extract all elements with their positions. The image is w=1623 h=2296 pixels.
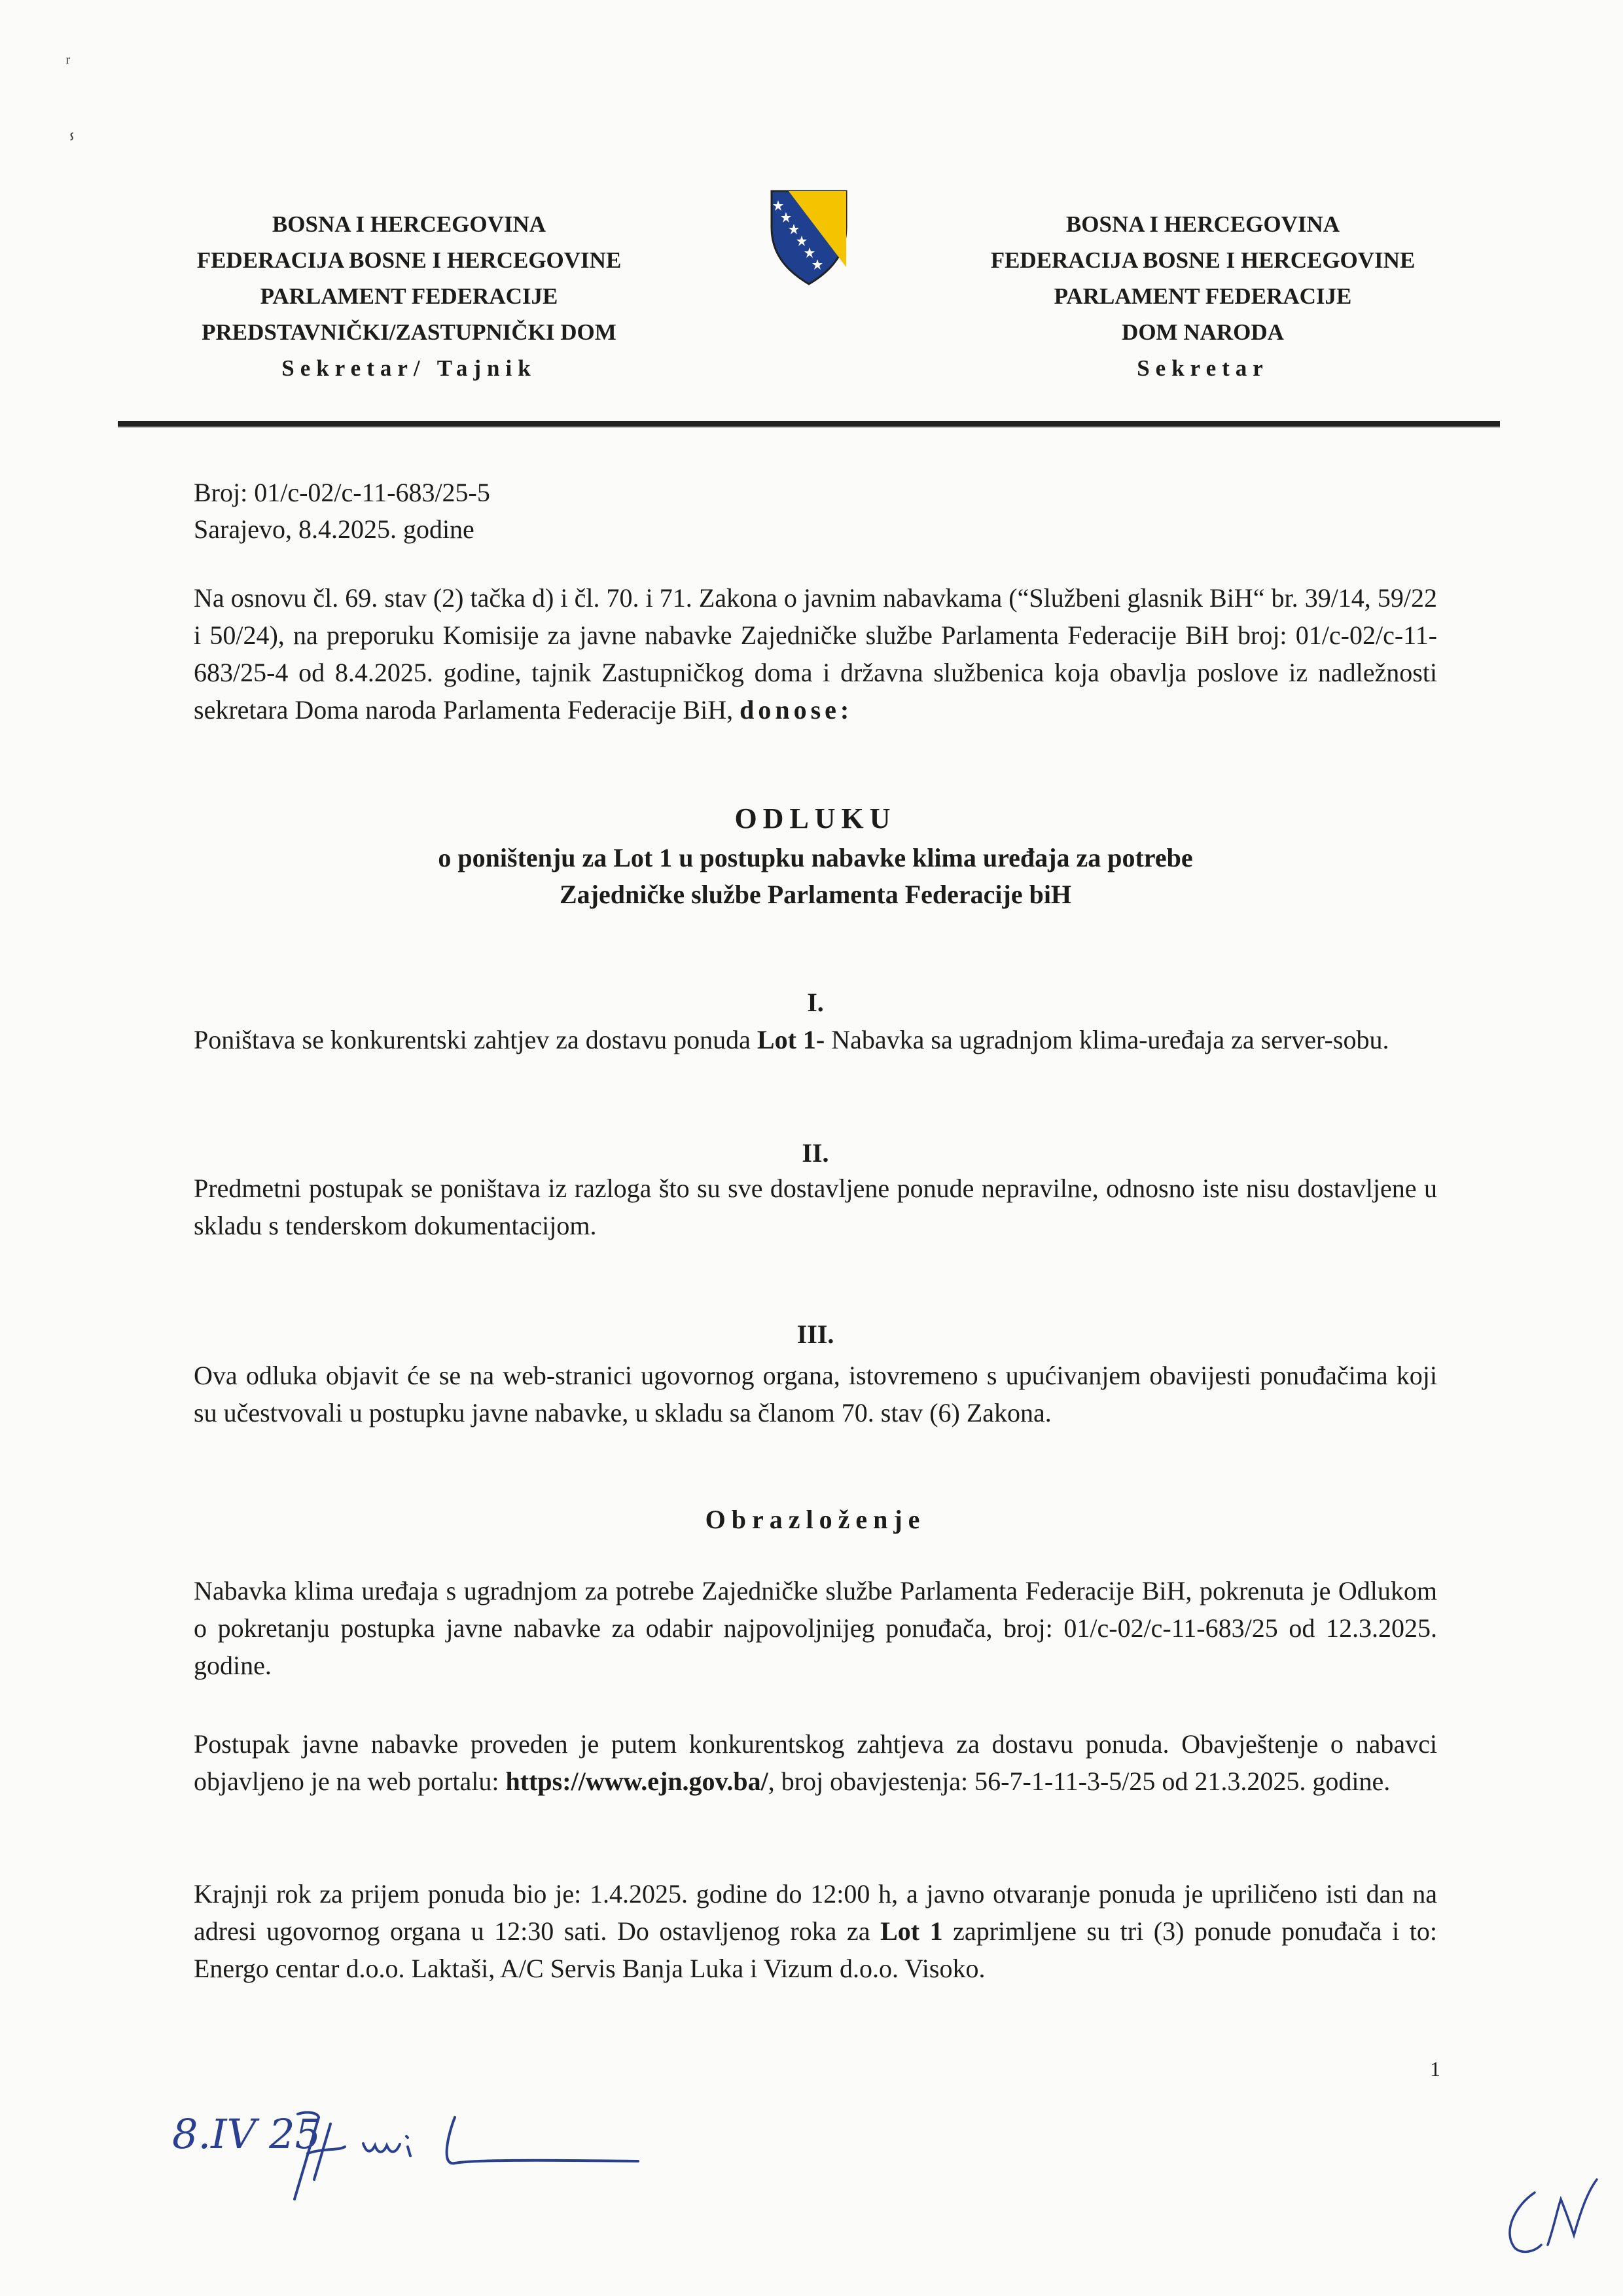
- explanation-p2-after: , broj obavjestenja: 56-7-1-11-3-5/25 od 21.3.2025. godine.: [768, 1767, 1391, 1796]
- header-left-line5: Sekretar/ Tajnik: [281, 355, 537, 381]
- reference-number: Broj: 01/c-02/c-11-683/25-5: [194, 478, 490, 507]
- header-left-line2: FEDERACIJA BOSNE I HERCEGOVINE: [196, 247, 622, 273]
- header-left-line4: PREDSTAVNIČKI/ZASTUPNIČKI DOM: [202, 319, 616, 345]
- section-2-text: Predmetni postupak se poništava iz razloga što su sve dostavljene ponude nepravilne, odnosno iste nisu dostavljene u skladu s tenderskom dokumentacijom.: [194, 1174, 1437, 1240]
- section-3-text: Ova odluka objavit će se na web-stranici ugovornog organa, istovremeno s upućivanjem obavijesti ponuđačima koji su učestvovali u postupku javne nabavke, u skladu sa članom 70. stav (6) Zakona.: [194, 1361, 1437, 1427]
- place-date: Sarajevo, 8.4.2025. godine: [194, 514, 474, 544]
- header-right-line1: BOSNA I HERCEGOVINA: [1065, 211, 1340, 237]
- document-meta: [194, 475, 490, 548]
- decision-subtitle: [194, 840, 1437, 913]
- explanation-p3-after: zaprimljene su tri (3) ponude ponuđača i to: Energo centar d.o.o. Laktaši, A/C Servis Banja Luka i Vizum d.o.o. Visoko.: [194, 1916, 1437, 1983]
- section-1-after: Nabavka sa ugradnjom klima-uređaja za server-sobu.: [825, 1025, 1389, 1054]
- scan-mark: ⸯ: [65, 135, 79, 160]
- explanation-paragraph-3: [194, 1875, 1437, 1987]
- section-1-before: Poništava se konkurentski zahtjev za dostavu ponuda: [194, 1025, 757, 1054]
- header-left: [154, 206, 664, 386]
- page-number: 1: [1430, 2057, 1440, 2081]
- explanation-paragraph-1: Nabavka klima uređaja s ugradnjom za potrebe Zajedničke službe Parlamenta Federacije BiH, pokrenuta je Odlukom o pokretanju postupka javne nabavke za odabir najpovoljnijeg ponuđača, broj: 01/c-02/c-11-683/25 od 12.3.2025. godine.: [194, 1576, 1437, 1680]
- header-right-line2: FEDERACIJA BOSNE I HERCEGOVINE: [990, 247, 1416, 273]
- header-left-line3: PARLAMENT FEDERACIJE: [260, 283, 558, 309]
- explanation-p3-bold: Lot 1: [880, 1916, 943, 1946]
- explanation-heading: Obrazloženje: [705, 1505, 926, 1534]
- coat-of-arms-icon: [769, 188, 849, 287]
- explanation-p3-before: Krajnji rok za prijem ponuda bio je: 1.4.2025. godine do 12:00 h, a javno otvaranje ponuda je upriličeno isti dan na adresi ugovornog organa u 12:30 sati. Do ostavljenog roka za: [194, 1879, 1437, 1946]
- section-3-number: III.: [796, 1319, 834, 1349]
- decision-subtitle-line2: Zajedničke službe Parlamenta Federacije biH: [559, 880, 1072, 909]
- section-2-number: II.: [802, 1138, 829, 1168]
- preamble-text: Na osnovu čl. 69. stav (2) tačka d) i čl. 70. i 71. Zakona o javnim nabavkama (“Službeni glasnik BiH“ br. 39/14, 59/22 i 50/24), na preporuku Komisije za javne nabavke Zajedničke službe Parlamenta Federacije BiH broj: 01/c-02/c-11-683/25-4 od 8.4.2025. godine, tajnik Zastupničkog doma i državna službenica koja obavlja poslove iz nadležnosti sekretara Doma naroda Parlamenta Federacije BiH,: [194, 583, 1437, 725]
- header-right-line3: PARLAMENT FEDERACIJE: [1054, 283, 1352, 309]
- header-right-line5: Sekretar: [1137, 355, 1269, 381]
- scan-mark: ʳ: [65, 51, 71, 75]
- explanation-paragraph-2: [194, 1725, 1437, 1800]
- initials-mark: [1489, 2173, 1607, 2271]
- portal-link: https://www.ejn.gov.ba/: [505, 1767, 768, 1796]
- header-right-line4: DOM NARODA: [1122, 319, 1284, 345]
- decision-subtitle-line1: o poništenju za Lot 1 u postupku nabavke klima uređaja za potrebe: [438, 843, 1193, 872]
- header-divider: [118, 421, 1500, 427]
- handwritten-signature: [167, 2088, 677, 2206]
- preamble-donose: donose:: [740, 695, 853, 725]
- section-1-bold: Lot 1-: [757, 1025, 825, 1054]
- preamble: [194, 579, 1437, 728]
- section-1-text: [194, 1021, 1437, 1058]
- decision-title: ODLUKU: [734, 802, 897, 834]
- header-right: [948, 206, 1458, 386]
- header-left-line1: BOSNA I HERCEGOVINA: [272, 211, 546, 237]
- section-1-number: I.: [807, 988, 824, 1017]
- handwritten-date: 8.IV 25: [172, 2110, 321, 2158]
- explanation-p2-before: Postupak javne nabavke proveden je putem konkurentskog zahtjeva za dostavu ponuda. Obavještenje o nabavci objavljeno je na web portalu:: [194, 1729, 1437, 1796]
